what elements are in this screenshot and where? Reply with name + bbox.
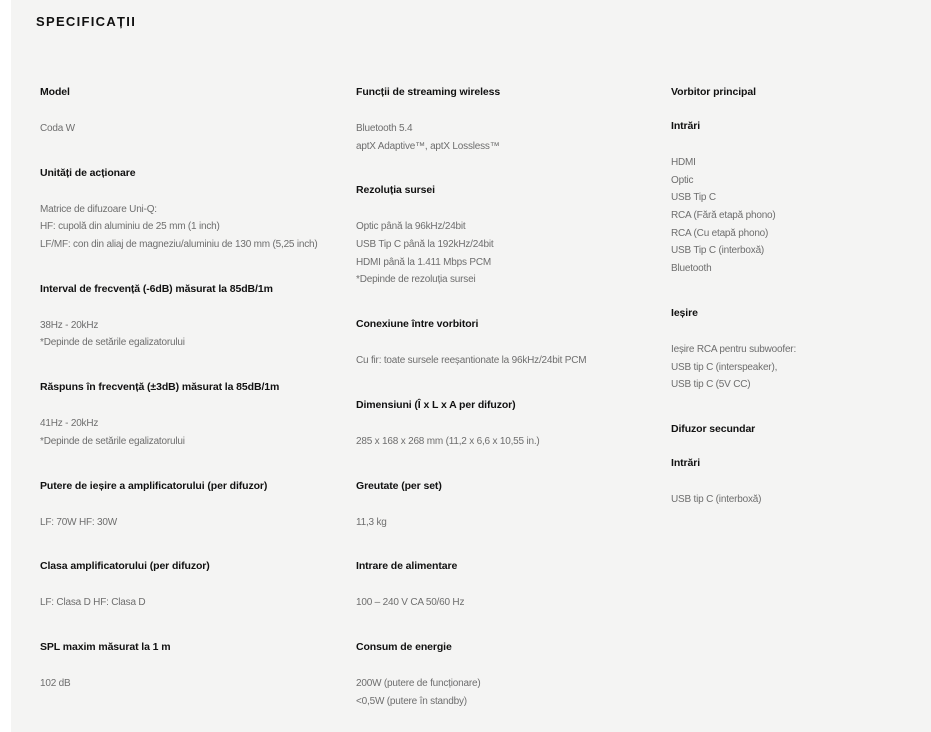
spec-value-line: 102 dB bbox=[40, 677, 71, 689]
spec-heading-frequency-response: Răspuns în frecvență (±3dB) măsurat la 85dB/1m bbox=[40, 381, 280, 394]
spec-heading-secondary-speaker: Difuzor secundar bbox=[671, 422, 756, 435]
spec-value-line: *Depinde de setările egalizatorului bbox=[40, 435, 185, 447]
spec-value-line: Coda W bbox=[40, 123, 75, 134]
spec-heading-streaming: Funcții de streaming wireless bbox=[356, 86, 501, 98]
spec-value-line: LF: Clasa D HF: Clasa D bbox=[40, 597, 146, 609]
spec-list-secondary-inputs bbox=[671, 491, 926, 509]
spec-heading-power-consumption: Consum de energie bbox=[356, 640, 452, 653]
spec-value-line: Cu fir: toate sursele reeșantionate la 96kHz/24bit PCM bbox=[356, 355, 587, 367]
spec-subheading-outputs: Ieșire bbox=[671, 306, 698, 319]
spec-value-frequency-range bbox=[40, 317, 340, 352]
spec-value-line: 11,3 kg bbox=[356, 516, 387, 528]
spec-value-drivers bbox=[40, 201, 340, 254]
list-item: Bluetooth bbox=[671, 263, 712, 275]
spec-subheading-inputs: Intrări bbox=[671, 120, 701, 132]
spec-value-line: 100 – 240 V CA 50/60 Hz bbox=[356, 597, 465, 609]
spec-value-amplifier-class bbox=[40, 594, 340, 612]
spec-value-max-spl bbox=[40, 675, 340, 693]
spec-heading-amplifier-class: Clasa amplificatorului (per difuzor) bbox=[40, 560, 210, 573]
list-item: Optic bbox=[671, 174, 694, 186]
spec-value-line: <0,5W (putere în standby) bbox=[356, 695, 467, 707]
spec-value-line: *Depinde de setările egalizatorului bbox=[40, 337, 185, 349]
spec-value-line: HDMI până la 1.411 Mbps PCM bbox=[356, 256, 492, 268]
spec-value-streaming bbox=[356, 120, 656, 155]
list-item: USB tip C (interspeaker), bbox=[671, 361, 778, 373]
page-margin bbox=[0, 0, 11, 732]
spec-heading-max-spl: SPL maxim măsurat la 1 m bbox=[40, 640, 171, 653]
spec-value-line: *Depinde de rezoluția sursei bbox=[356, 274, 476, 286]
spec-list-primary-inputs bbox=[671, 154, 926, 278]
spec-heading-frequency-range: Interval de frecvență (-6dB) măsurat la 85dB/1m bbox=[40, 282, 273, 295]
spec-value-line: 38Hz - 20kHz bbox=[40, 319, 99, 331]
spec-value-line: USB Tip C până la 192kHz/24bit bbox=[356, 239, 494, 251]
list-item: HDMI bbox=[671, 157, 696, 168]
spec-value-weight bbox=[356, 514, 656, 532]
specs-column-2 bbox=[356, 86, 656, 710]
spec-value-line: 285 x 168 x 268 mm (11,2 x 6,6 x 10,55 in.) bbox=[356, 435, 540, 447]
spec-heading-primary-speaker: Vorbitor principal bbox=[671, 86, 756, 98]
spec-heading-speaker-connection: Conexiune între vorbitori bbox=[356, 318, 479, 331]
spec-subheading-secondary-inputs: Intrări bbox=[671, 456, 701, 469]
spec-value-power-input bbox=[356, 594, 656, 612]
spec-value-line: HF: cupolă din aluminiu de 25 mm (1 inch) bbox=[40, 221, 220, 233]
list-item: RCA (Cu etapă phono) bbox=[671, 227, 769, 239]
list-item: USB Tip C (interboxă) bbox=[671, 245, 765, 257]
spec-heading-power-input: Intrare de alimentare bbox=[356, 560, 458, 573]
spec-value-frequency-response bbox=[40, 415, 340, 450]
specs-column-3 bbox=[671, 86, 926, 509]
spec-value-line: Bluetooth 5.4 bbox=[356, 123, 413, 134]
spec-value-line: Matrice de difuzoare Uni-Q: bbox=[40, 203, 157, 215]
spec-value-line: 200W (putere de funcționare) bbox=[356, 677, 481, 689]
spec-value-amplifier-power bbox=[40, 514, 340, 532]
spec-heading-drivers: Unități de acționare bbox=[40, 166, 136, 179]
spec-heading-source-resolution: Rezoluția sursei bbox=[356, 184, 435, 197]
spec-value-line: LF/MF: con din aliaj de magneziu/aluminiu de 130 mm (5,25 inch) bbox=[40, 239, 318, 251]
spec-heading-weight: Greutate (per set) bbox=[356, 479, 442, 492]
list-item: Ieșire RCA pentru subwoofer: bbox=[671, 343, 797, 355]
list-item: USB Tip C bbox=[671, 192, 716, 204]
spec-heading-dimensions: Dimensiuni (Î x L x A per difuzor) bbox=[356, 398, 516, 411]
spec-value-line: LF: 70W HF: 30W bbox=[40, 516, 118, 528]
spec-heading-amplifier-power: Putere de ieșire a amplificatorului (per difuzor) bbox=[40, 479, 268, 492]
spec-value-line: aptX Adaptive™, aptX Lossless™ bbox=[356, 140, 500, 152]
spec-value-dimensions bbox=[356, 433, 656, 451]
spec-value-line: 41Hz - 20kHz bbox=[40, 418, 99, 430]
spec-value-source-resolution bbox=[356, 218, 656, 289]
list-item: USB tip C (5V CC) bbox=[671, 379, 751, 391]
spec-value-line: Optic până la 96kHz/24bit bbox=[356, 221, 466, 233]
specifications-panel bbox=[11, 0, 931, 732]
spec-list-outputs bbox=[671, 341, 926, 394]
spec-value-speaker-connection bbox=[356, 352, 656, 370]
spec-value-model bbox=[40, 120, 340, 138]
list-item: USB tip C (interboxă) bbox=[671, 493, 762, 505]
section-title: SPECIFICAȚII bbox=[36, 14, 137, 29]
spec-value-power-consumption bbox=[356, 675, 656, 710]
spec-heading-model: Model bbox=[40, 86, 70, 98]
list-item: RCA (Fără etapă phono) bbox=[671, 210, 776, 222]
specs-column-1 bbox=[40, 86, 340, 693]
